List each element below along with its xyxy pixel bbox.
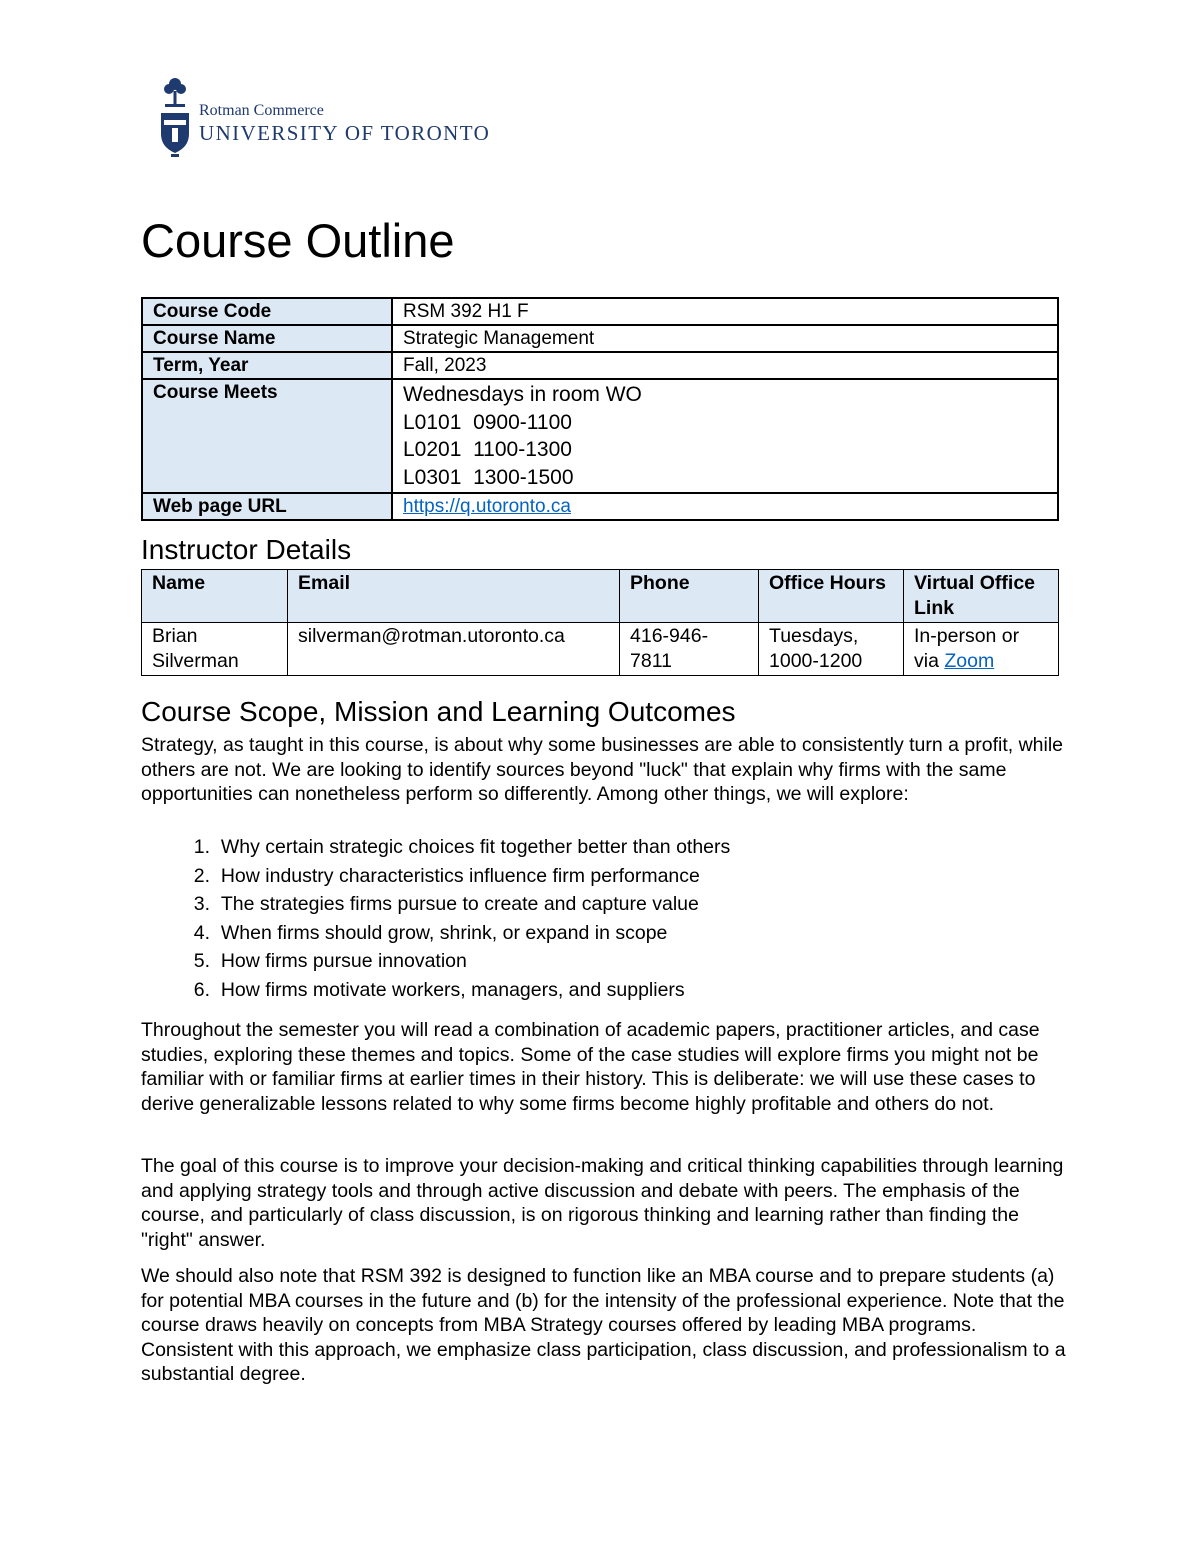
body-paragraph: Throughout the semester you will read a combination of academic papers, practitioner articles, and case studies, exploring these themes and topics. Some of the case studies will explore firms you might not be familiar with or familiar firms at earlier times in their history. This is deliberate: we will use these cases to derive generalizable lessons related to why some firms become highly profitable and others do not. (141, 1019, 1040, 1115)
list-text: When firms should grow, shrink, or expand in scope (220, 921, 668, 944)
explore-list (141, 833, 730, 1005)
course-name-label: Course Name (142, 325, 392, 352)
paragraph-3 (141, 1264, 1071, 1387)
term-year-label: Term, Year (142, 352, 392, 379)
list-item (141, 890, 730, 919)
list-number: 5. (193, 950, 210, 973)
scope-intro (141, 733, 1071, 807)
logo-line-2: UNIVERSITY OF TORONTO (199, 121, 491, 145)
list-text: How industry characteristics influence firm performance (220, 864, 700, 887)
meets-line: Wednesdays in room WO (403, 383, 642, 406)
web-url-label: Web page URL (142, 493, 392, 520)
header-office-hours: Office Hours (759, 570, 904, 623)
course-info-table (141, 297, 1059, 521)
header-phone: Phone (620, 570, 759, 623)
header-email: Email (288, 570, 620, 623)
list-number: 1. (193, 836, 210, 858)
list-text: How firms motivate workers, managers, and suppliers (220, 978, 685, 1001)
course-code-label: Course Code (142, 298, 392, 325)
instructor-name: Brian Silverman (142, 623, 288, 676)
table-row (142, 352, 1058, 379)
list-text: How firms pursue innovation (220, 950, 467, 973)
instructor-phone: 416-946-7811 (620, 623, 759, 676)
scope-heading: Course Scope, Mission and Learning Outcomes (141, 696, 736, 727)
instructor-table (141, 569, 1059, 676)
list-number: 4. (193, 921, 210, 944)
list-text: Why certain strategic choices fit together better than others (220, 836, 731, 858)
course-code-value: RSM 392 H1 F (392, 298, 1058, 325)
intro-paragraph: Strategy, as taught in this course, is about why some businesses are able to consistently turn a profit, while others are not. We are looking to identify sources beyond "luck" that explain why firms with the same opportunities can nonetheless perform so differently. Among other things, we will explore: (141, 734, 1064, 805)
list-item (141, 833, 730, 862)
table-row (142, 623, 1059, 676)
header-name: Name (142, 570, 288, 623)
list-number: 3. (193, 893, 210, 916)
virtual-office-text: In-person or via (914, 625, 1020, 672)
web-url-link[interactable]: https://q.utoronto.ca (403, 496, 571, 517)
instructor-virtual-office (904, 623, 1059, 676)
university-logo (158, 76, 503, 158)
table-row (142, 298, 1058, 325)
course-name-value: Strategic Management (392, 325, 1058, 352)
list-number: 2. (193, 864, 210, 887)
header-virtual-office: Virtual Office Link (904, 570, 1059, 623)
paragraph-2 (141, 1154, 1071, 1252)
meets-line: L0201 1100-1300 (403, 438, 572, 461)
meets-line: L0101 0900-1100 (403, 410, 572, 434)
table-row (142, 325, 1058, 352)
instructor-email: silverman@rotman.utoronto.ca (288, 623, 620, 676)
paragraph-1 (141, 1018, 1071, 1116)
zoom-link[interactable]: Zoom (944, 650, 995, 672)
list-item (141, 947, 730, 976)
page-title: Course Outline (141, 214, 455, 267)
list-number: 6. (193, 978, 210, 1001)
list-item (141, 862, 730, 891)
body-paragraph: The goal of this course is to improve your decision-making and critical thinking capabilities through learning and applying strategy tools and through active discussion and debate with peers. The emphasis of the course, and particularly of class discussion, is on rigorous thinking and learning rather than finding the "right" answer. (141, 1155, 1064, 1251)
body-paragraph: We should also note that RSM 392 is designed to function like an MBA course and to prepare students (a) for potential MBA courses in the future and (b) for the intensity of the professional experience. Note that the course draws heavily on concepts from MBA Strategy courses offered by leading MBA programs. Consistent with this approach, we emphasize class participation, class discussion, and professionalism to a substantial degree. (141, 1265, 1066, 1385)
course-meets-value (392, 379, 1058, 493)
table-row (142, 379, 1058, 493)
term-year-value: Fall, 2023 (392, 352, 1058, 379)
crest-icon (158, 76, 192, 158)
table-header-row (142, 570, 1059, 623)
instructor-office-hours: Tuesdays, 1000-1200 (759, 623, 904, 676)
list-text: The strategies firms pursue to create and capture value (220, 893, 699, 916)
instructor-heading: Instructor Details (141, 534, 352, 565)
meets-line: L0301 1300-1500 (403, 465, 574, 489)
list-item (141, 976, 730, 1005)
table-row (142, 493, 1058, 520)
web-url-value (392, 493, 1058, 520)
course-meets-label: Course Meets (142, 379, 392, 493)
logo-line-1: Rotman Commerce (199, 102, 324, 119)
list-item (141, 919, 730, 948)
